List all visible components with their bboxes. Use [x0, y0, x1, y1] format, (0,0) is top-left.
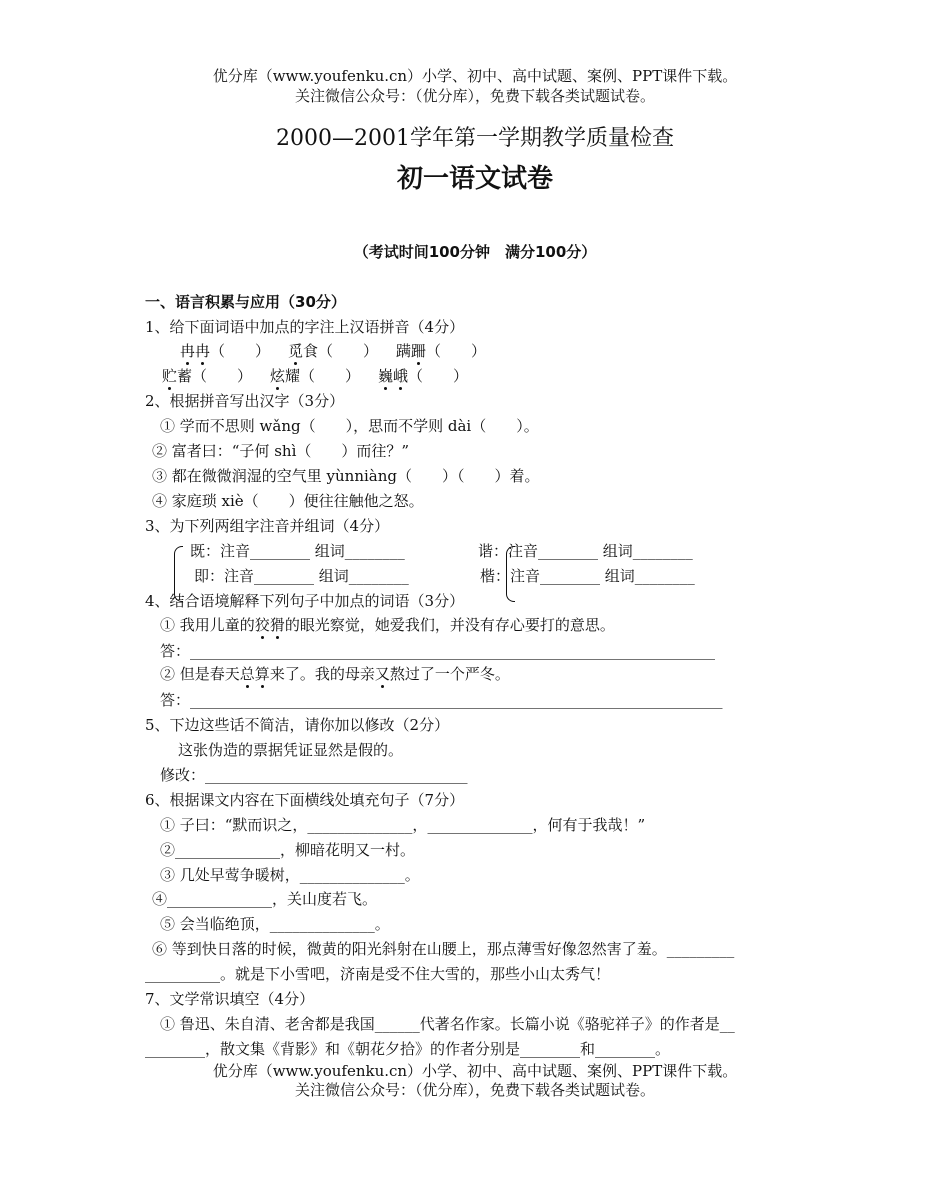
- dotted-char: 跚: [411, 342, 427, 360]
- dotted-char: 算: [254, 665, 270, 683]
- q5-sentence: 这张伪造的票据凭证显然是假的。: [178, 741, 404, 759]
- plain-char: 食: [303, 342, 319, 360]
- sentence-text: 来了。我的母亲: [269, 665, 375, 683]
- q2-item-2: ② 富者曰：“子何 shì（ ）而往？”: [152, 442, 410, 460]
- dotted-char: 总: [239, 665, 255, 683]
- q3-left-item-1: 既：注音________ 组词________: [190, 542, 405, 560]
- q1-word-2: [288, 341, 378, 361]
- q1-word-4: [162, 366, 252, 386]
- sentence-text: 熬过了一个严冬。: [389, 665, 510, 683]
- dotted-char: 巍: [378, 367, 394, 385]
- q3-right-item-2: 楷：注音________ 组词________: [480, 567, 695, 585]
- right-brace: [506, 546, 515, 602]
- q1-word-3: [396, 341, 486, 361]
- q1-word-1: [180, 341, 270, 361]
- section-heading: 一、语言积累与应用（30分）: [145, 293, 346, 311]
- question-1-stem: 1、给下面词语中加点的字注上汉语拼音（4分）: [145, 318, 465, 336]
- q6-item-6-cont: __________。就是下小雪吧，济南是受不住大雪的，那些小山太秀气！: [145, 965, 611, 983]
- plain-char: 蓄: [177, 367, 193, 385]
- dotted-char: 狡: [254, 616, 270, 634]
- q2-item-3: ③ 都在微微润湿的空气里 yùnniàng（ ）（ ）着。: [152, 467, 540, 485]
- dotted-char: 觅: [288, 342, 304, 360]
- exam-meta: （考试时间100分钟 满分100分）: [353, 243, 597, 261]
- pinyin-blank: （ ）: [192, 367, 253, 385]
- q4-sentence-2: [160, 664, 510, 684]
- q1-word-5: [270, 366, 360, 386]
- header-line-2: 关注微信公众号：（优分库），免费下载各类试题试卷。: [294, 87, 655, 105]
- q1-word-6: [378, 366, 468, 386]
- pinyin-blank: （ ）: [426, 342, 487, 360]
- dotted-char: 冉: [195, 342, 211, 360]
- pinyin-blank: （ ）: [318, 342, 379, 360]
- exam-title: 2000—2001学年第一学期教学质量检查: [276, 126, 674, 151]
- dotted-char: 炫: [270, 367, 286, 385]
- q3-left-item-2: 即：注音________ 组词________: [194, 567, 409, 585]
- pinyin-blank: （ ）: [300, 367, 361, 385]
- q3-right-item-1: 谐：注音________ 组词________: [478, 542, 693, 560]
- q4-answer-2: 答：_______________________________________________________________________: [160, 691, 723, 709]
- dotted-char: 峨: [393, 367, 409, 385]
- sentence-text: 的眼光察觉，她爱我们，并没有存心要打的意思。: [284, 616, 615, 634]
- q6-item-3: ③ 几处早莺争暖树，______________。: [160, 866, 420, 884]
- q6-item-6: ⑥ 等到快日落的时候，微黄的阳光斜射在山腰上，那点薄雪好像忽然害了羞。_________: [152, 940, 735, 958]
- dotted-char: 又: [374, 665, 390, 683]
- question-2-stem: 2、根据拼音写出汉字（3分）: [145, 392, 345, 410]
- dotted-char: 冉: [180, 342, 196, 360]
- sentence-text: ② 但是春天: [160, 665, 240, 683]
- pinyin-blank: （ ）: [408, 367, 469, 385]
- dotted-char: 贮: [162, 367, 178, 385]
- q6-item-4: ④______________，关山度若飞。: [152, 890, 378, 908]
- q6-item-2: ②______________，柳暗花明又一村。: [160, 841, 416, 859]
- q2-item-1: ① 学而不思则 wǎng（ ），思而不学则 dài（ ）。: [160, 417, 539, 435]
- question-6-stem: 6、根据课文内容在下面横线处填充句子（7分）: [145, 791, 465, 809]
- q4-answer-1: 答：______________________________________________________________________: [160, 642, 716, 660]
- q5-fix-line: 修改：___________________________________: [160, 766, 468, 784]
- q2-item-4: ④ 家庭琐 xiè（ ）便往往触他之怒。: [152, 492, 424, 510]
- q6-item-1: ① 子曰：“默而识之，______________，______________，何有于我哉！”: [160, 816, 646, 834]
- q7-line-2: ________，散文集《背影》和《朝花夕拾》的作者分别是________和________。: [145, 1040, 671, 1058]
- plain-char: 蹒: [396, 342, 412, 360]
- q4-sentence-1: [160, 615, 615, 635]
- sentence-text: ① 我用儿童的: [160, 616, 255, 634]
- footer-line-1: 优分库（www.youfenku.cn）小学、初中、高中试题、案例、PPT课件下载。: [212, 1062, 738, 1080]
- question-4-stem: 4、结合语境解释下列句子中加点的词语（3分）: [145, 592, 465, 610]
- question-7-stem: 7、文学常识填空（4分）: [145, 990, 315, 1008]
- question-5-stem: 5、下边这些话不简洁，请你加以修改（2分）: [145, 716, 450, 734]
- plain-char: 耀: [285, 367, 301, 385]
- question-3-stem: 3、为下列两组字注音并组词（4分）: [145, 517, 390, 535]
- header-line-1: 优分库（www.youfenku.cn）小学、初中、高中试题、案例、PPT课件下载。: [212, 67, 738, 85]
- q7-line-1: ① 鲁迅、朱自清、老舍都是我国______代著名作家。长篇小说《骆驼祥子》的作者是__: [160, 1015, 735, 1033]
- pinyin-blank: （ ）: [210, 342, 271, 360]
- exam-subtitle: 初一语文试卷: [396, 164, 553, 194]
- q6-item-5: ⑤ 会当临绝顶，______________。: [160, 915, 390, 933]
- dotted-char: 猾: [269, 616, 285, 634]
- footer-line-2: 关注微信公众号：（优分库），免费下载各类试题试卷。: [294, 1081, 655, 1099]
